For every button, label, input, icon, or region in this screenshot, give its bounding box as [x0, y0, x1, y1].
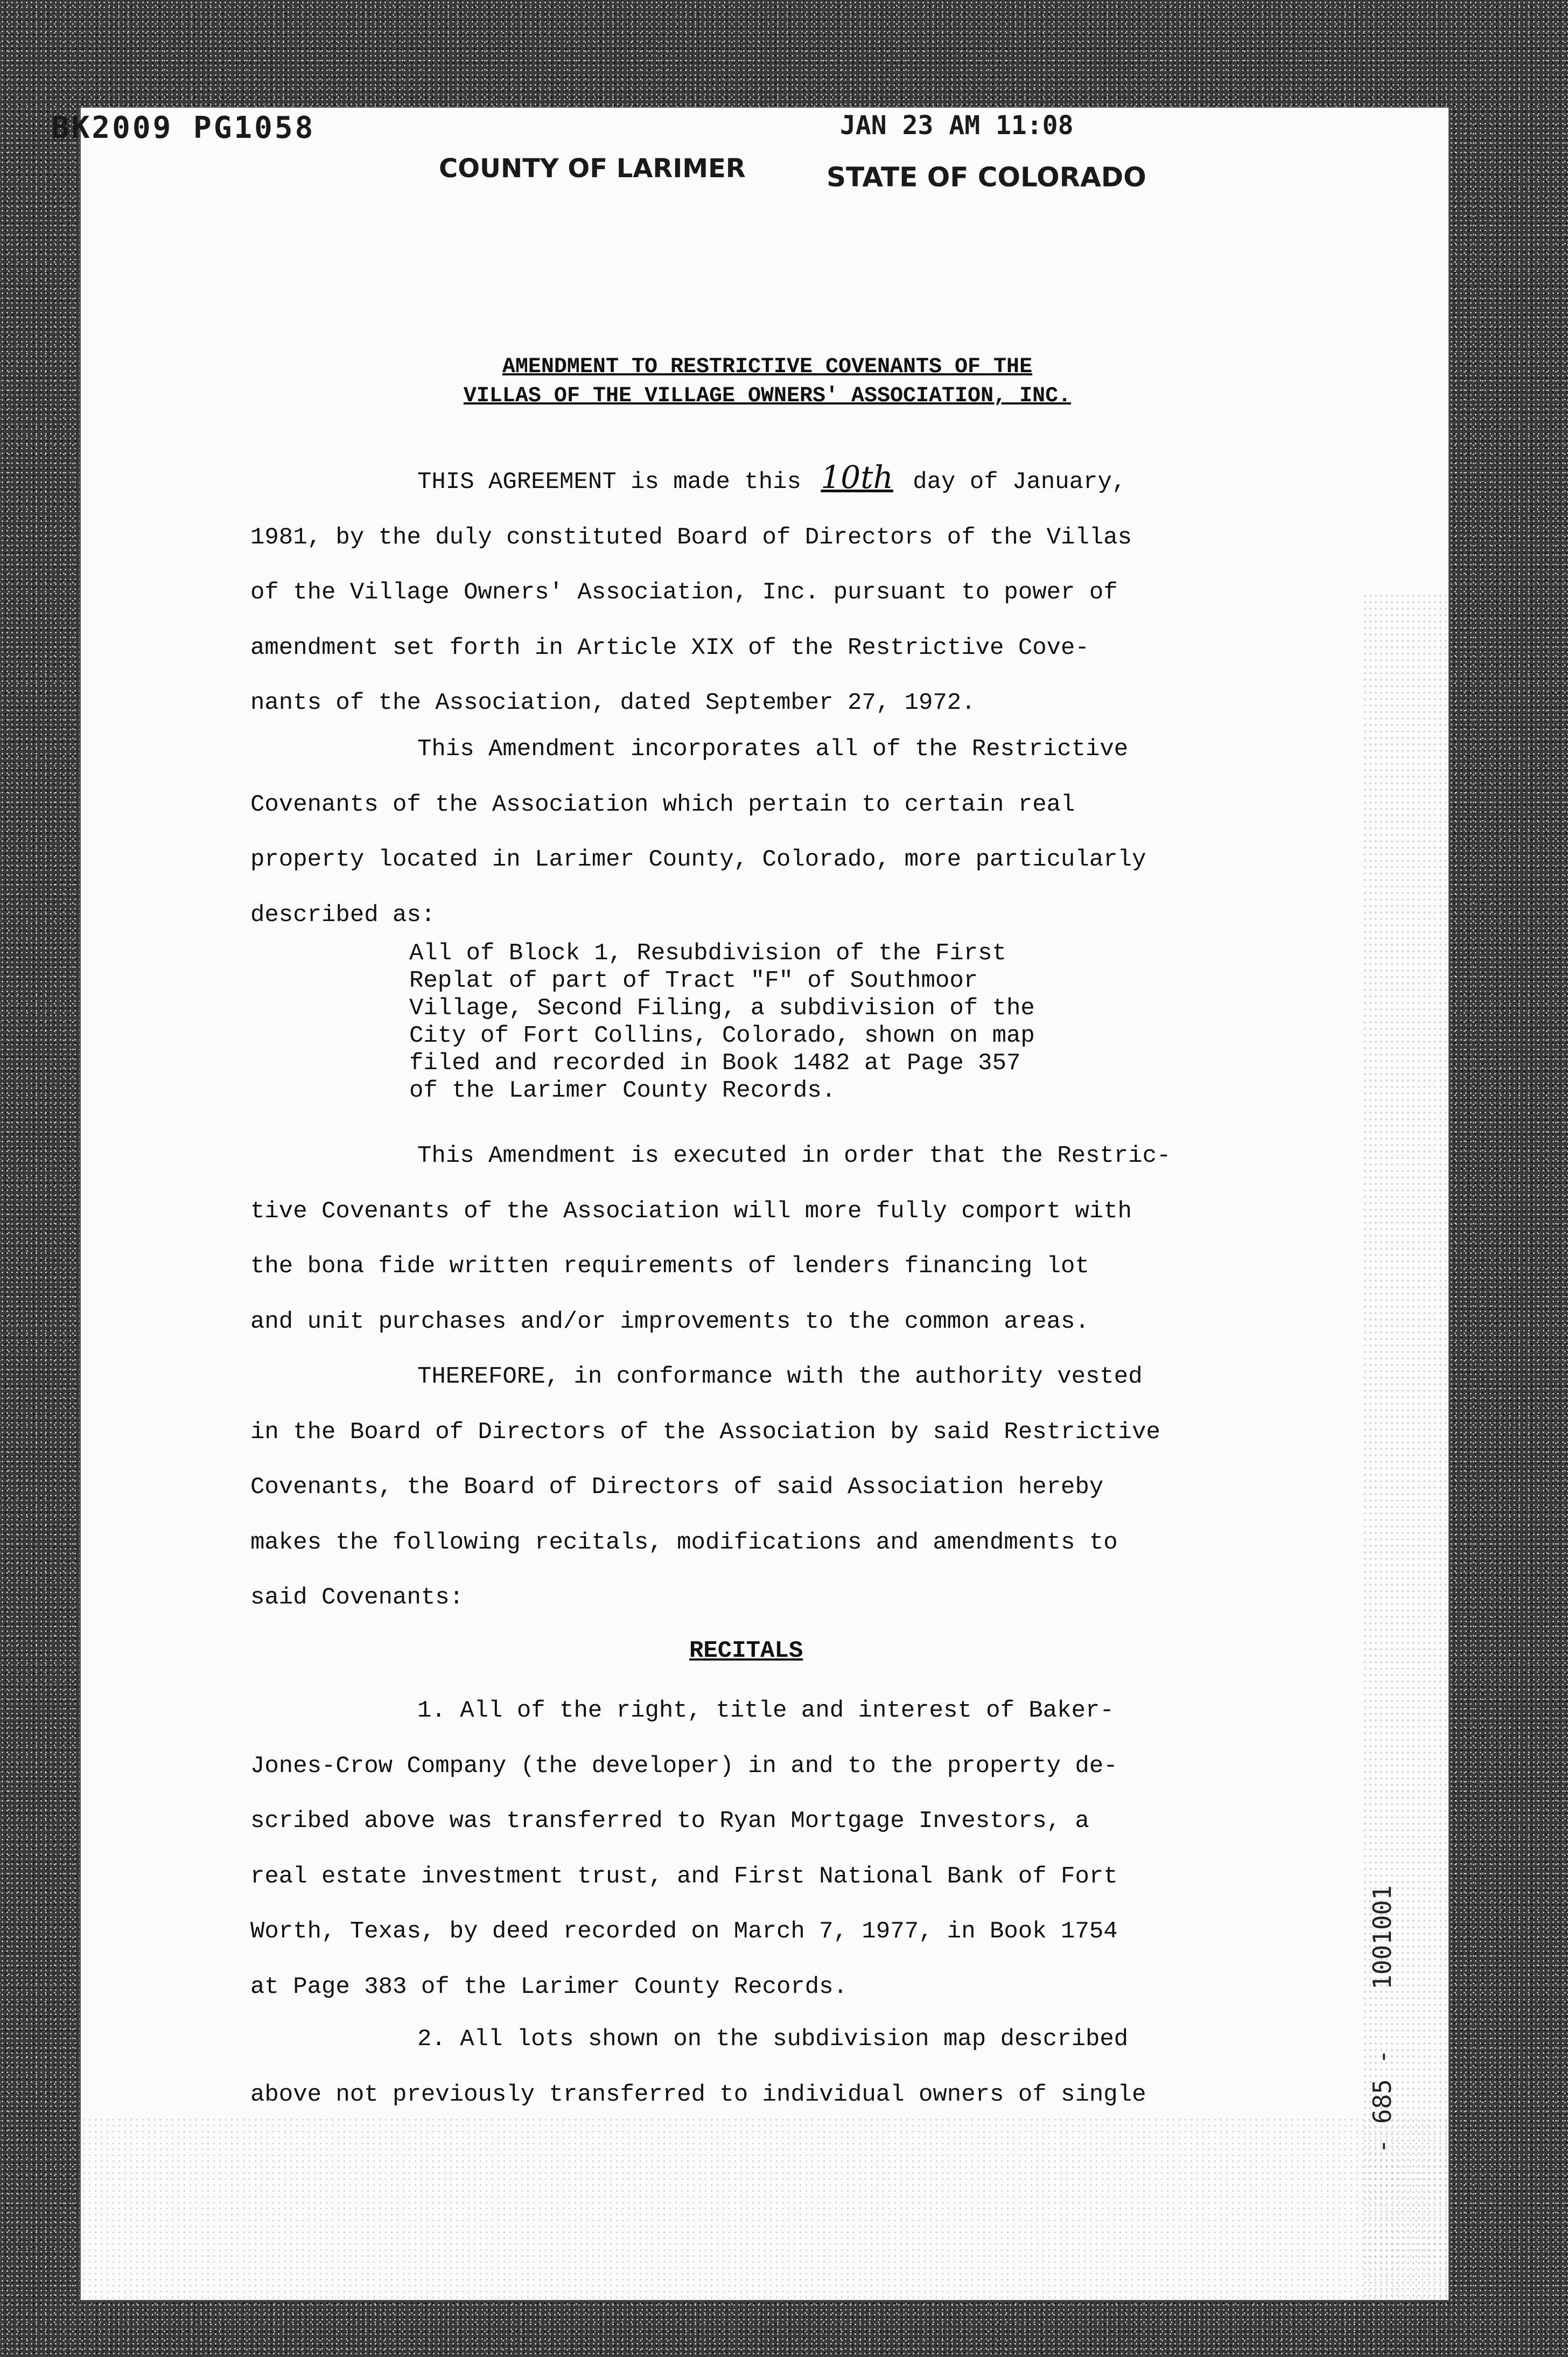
text-line: the bona fide written requirements of lenders financing lot [250, 1253, 1089, 1280]
paragraph-incorporates [250, 722, 1333, 943]
title-line: AMENDMENT TO RESTRICTIVE COVENANTS OF THE [502, 355, 1033, 379]
text-line: THEREFORE, in conformance with the authority vested [417, 1363, 1143, 1390]
text-line: at Page 383 of the Larimer County Records. [250, 1973, 848, 2000]
title-line: VILLAS OF THE VILLAGE OWNERS' ASSOCIATION, INC. [463, 384, 1072, 408]
recording-timestamp: JAN 23 AM 11:08 [840, 110, 1074, 141]
legal-description [409, 940, 1271, 1105]
text-line: All of Block 1, Resubdivision of the First [409, 940, 1006, 967]
text-line: filed and recorded in Book 1482 at Page 357 [409, 1050, 1021, 1077]
handwritten-day: 10th [821, 459, 893, 496]
text-line: makes the following recitals, modifications and amendments to [250, 1529, 1118, 1556]
text-line: above not previously transferred to individual owners of single [250, 2081, 1146, 2108]
paragraph-therefore [250, 1349, 1333, 1626]
text-line: in the Board of Directors of the Association by said Restrictive [250, 1418, 1160, 1446]
text-line: This Amendment is executed in order that the Restric- [417, 1142, 1171, 1169]
text-line: Worth, Texas, by deed recorded on March 7, 1977, in Book 1754 [250, 1918, 1118, 1945]
text-run: day of January, [913, 469, 1126, 496]
text-line: nants of the Association, dated September 27, 1972. [250, 689, 976, 716]
text-line: Replat of part of Tract "F" of Southmoor [409, 967, 978, 994]
text-line: property located in Larimer County, Colorado, more particularly [250, 846, 1146, 873]
paragraph-purpose [250, 1128, 1333, 1349]
text-line: This Amendment incorporates all of the Restrictive [417, 736, 1129, 763]
text-line: of the Village Owners' Association, Inc. pursuant to power of [250, 579, 1118, 606]
text-line: Covenants of the Association which pertain to certain real [250, 791, 1075, 818]
document-title [372, 353, 1163, 411]
recital-2 [250, 2012, 1333, 2122]
text-line: amendment set forth in Article XIX of the Restrictive Cove- [250, 634, 1089, 661]
county-label: COUNTY OF LARIMER [439, 154, 746, 184]
margin-page-number: - 685 - [1368, 2049, 1397, 2154]
text-line: Covenants, the Board of Directors of said Association hereby [250, 1474, 1104, 1501]
state-label: STATE OF COLORADO [827, 162, 1146, 193]
scan-noise [81, 2117, 1448, 2300]
margin-id-number: 1001001 [1368, 1885, 1397, 1990]
recital-1 [250, 1683, 1333, 2014]
text-line: 1. All of the right, title and interest of Baker- [417, 1697, 1114, 1724]
text-run: THIS AGREEMENT is made this [417, 469, 801, 496]
text-line: City of Fort Collins, Colorado, shown on map [409, 1022, 1035, 1049]
text-line [250, 450, 1333, 510]
text-line: Village, Second Filing, a subdivision of the [409, 995, 1035, 1022]
text-line: Jones-Crow Company (the developer) in and to the property de- [250, 1752, 1118, 1780]
text-line: described as: [250, 901, 436, 929]
text-line: tive Covenants of the Association will more fully comport with [250, 1197, 1132, 1225]
text-line: 1981, by the duly constituted Board of Directors of the Villas [250, 524, 1132, 551]
margin-document-id [1368, 1885, 1397, 2154]
text-line: said Covenants: [250, 1584, 464, 1611]
text-line: of the Larimer County Records. [409, 1077, 836, 1104]
paragraph-agreement [250, 450, 1333, 731]
recording-book-page-stamp: BK2009 PG1058 [51, 110, 316, 145]
text-line: 2. All lots shown on the subdivision map described [417, 2026, 1129, 2053]
text-line: real estate investment trust, and First National Bank of Fort [250, 1863, 1118, 1890]
text-line: and unit purchases and/or improvements to the common areas. [250, 1308, 1089, 1335]
text-line: scribed above was transferred to Ryan Mortgage Investors, a [250, 1808, 1089, 1835]
recitals-heading: RECITALS [689, 1637, 803, 1664]
